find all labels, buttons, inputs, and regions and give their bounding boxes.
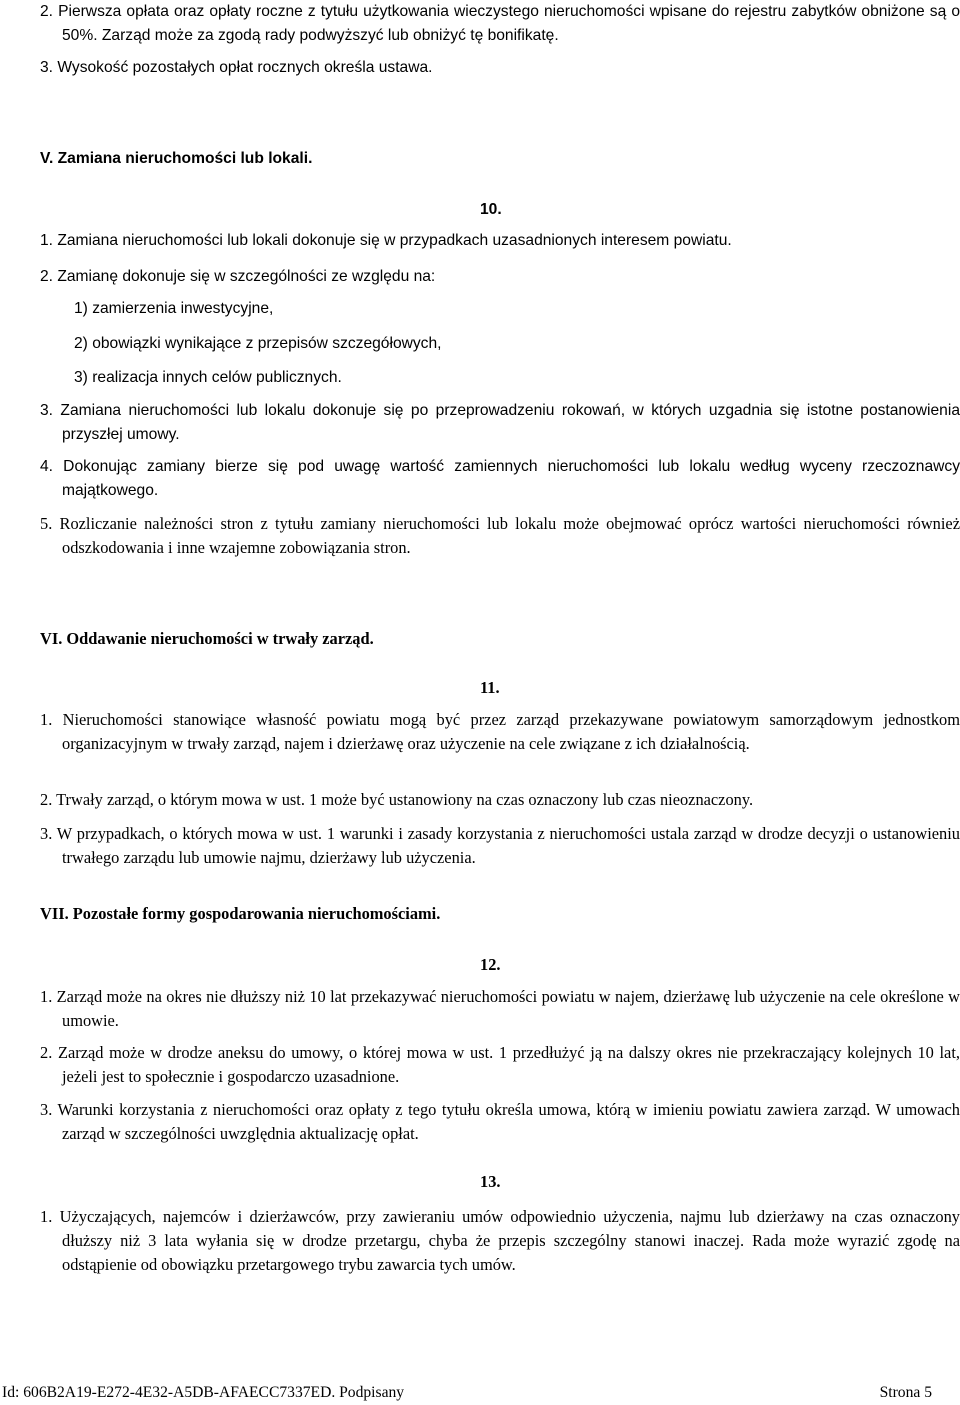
- paragraph-11-1: 1. Nieruchomości stanowiące własność powiatu mogą być przez zarząd przekazywane powiatowym samorządowym jednostkom organizacyjnym w trwały zarząd, najem i dzierżawę oraz użyczenie na cele związane z ich działalnością.: [40, 710, 960, 753]
- paragraph-number-13: 13.: [480, 1172, 501, 1191]
- paragraph-number-10: 10.: [480, 201, 502, 218]
- paragraph-bonifikata: 2. Pierwsza opłata oraz opłaty roczne z tytułu użytkowania wieczystego nieruchomości wpisane do rejestru zabytków obniżone są o 50%. Zarząd może za zgodą rady podwyższyć lub obniżyć tę bonifikatę.: [40, 3, 960, 44]
- paragraph-10-2: 2. Zamianę dokonuje się w szczególności ze względu na:: [40, 268, 436, 285]
- paragraph-12-2: 2. Zarząd może w drodze aneksu do umowy, o której mowa w ust. 1 przedłużyć ją na dalszy okres nie przekraczający kolejnych 10 lat, jeżeli jest to społecznie i gospodarczo uzasadnione.: [40, 1043, 960, 1086]
- paragraph-10-4: 4. Dokonując zamiany bierze się pod uwagę wartość zamiennych nieruchomości lub lokalu według wyceny rzeczoznawcy majątkowego.: [40, 458, 960, 499]
- paragraph-10-3: 3. Zamiana nieruchomości lub lokalu dokonuje się po przeprowadzeniu rokowań, w których uzgadnia się istotne postanowienia przyszłej umowy.: [40, 402, 960, 443]
- paragraph-10-5: 5. Rozliczanie należności stron z tytułu zamiany nieruchomości lub lokalu może obejmować oprócz wartości nieruchomości również odszkodowania i inne wzajemne zobowiązania stron.: [40, 514, 960, 557]
- section-heading-vii: VII. Pozostałe formy gospodarowania nieruchomościami.: [40, 904, 441, 923]
- paragraph-12-1: 1. Zarząd może na okres nie dłuższy niż 10 lat przekazywać nieruchomości powiatu w najem, dzierżawę lub użyczenie na cele określone w umowie.: [40, 987, 960, 1030]
- section-heading-vi: VI. Oddawanie nieruchomości w trwały zarząd.: [40, 629, 374, 648]
- paragraph-number-11: 11.: [480, 678, 500, 697]
- paragraph-12-3: 3. Warunki korzystania z nieruchomości oraz opłaty z tego tytułu określa umowa, którą w imieniu powiatu zawiera zarząd. W umowach zarząd w szczególności uwzględnia aktualizację opłat.: [40, 1100, 960, 1143]
- list-item: 3) realizacja innych celów publicznych.: [74, 369, 342, 386]
- paragraph-wysokosc-oplat: 3. Wysokość pozostałych opłat rocznych określa ustawa.: [40, 59, 433, 76]
- page-number: Strona 5: [879, 1384, 932, 1401]
- paragraph-11-2: 2. Trwały zarząd, o którym mowa w ust. 1 może być ustanowiony na czas oznaczony lub czas nieoznaczony.: [40, 790, 754, 809]
- paragraph-10-1: 1. Zamiana nieruchomości lub lokali dokonuje się w przypadkach uzasadnionych interesem powiatu.: [40, 232, 732, 249]
- paragraph-13-1: 1. Użyczających, najemców i dzierżawców, przy zawieraniu umów odpowiednio użyczenia, najmu lub dzierżawy na czas oznaczony dłuższy niż 3 lata wyłania się w drodze przetargu, chyba że przepis szczególny stanowi inaczej. Rada może wyrazić zgodę na odstąpienie od obowiązku przetargowego trybu zawarcia tych umów.: [40, 1207, 960, 1274]
- section-heading-v: V. Zamiana nieruchomości lub lokali.: [40, 150, 313, 167]
- paragraph-11-3: 3. W przypadkach, o których mowa w ust. 1 warunki i zasady korzystania z nieruchomości ustala zarząd w drodze decyzji o ustanowieniu trwałego zarządu lub umowie najmu, dzierżawy lub użyczenia.: [40, 824, 960, 867]
- list-item: 1) zamierzenia inwestycyjne,: [74, 300, 274, 317]
- list-item: 2) obowiązki wynikające z przepisów szczegółowych,: [74, 335, 442, 352]
- document-id: Id: 606B2A19-E272-4E32-A5DB-AFAECC7337ED. Podpisany: [2, 1384, 405, 1401]
- paragraph-number-12: 12.: [480, 955, 501, 974]
